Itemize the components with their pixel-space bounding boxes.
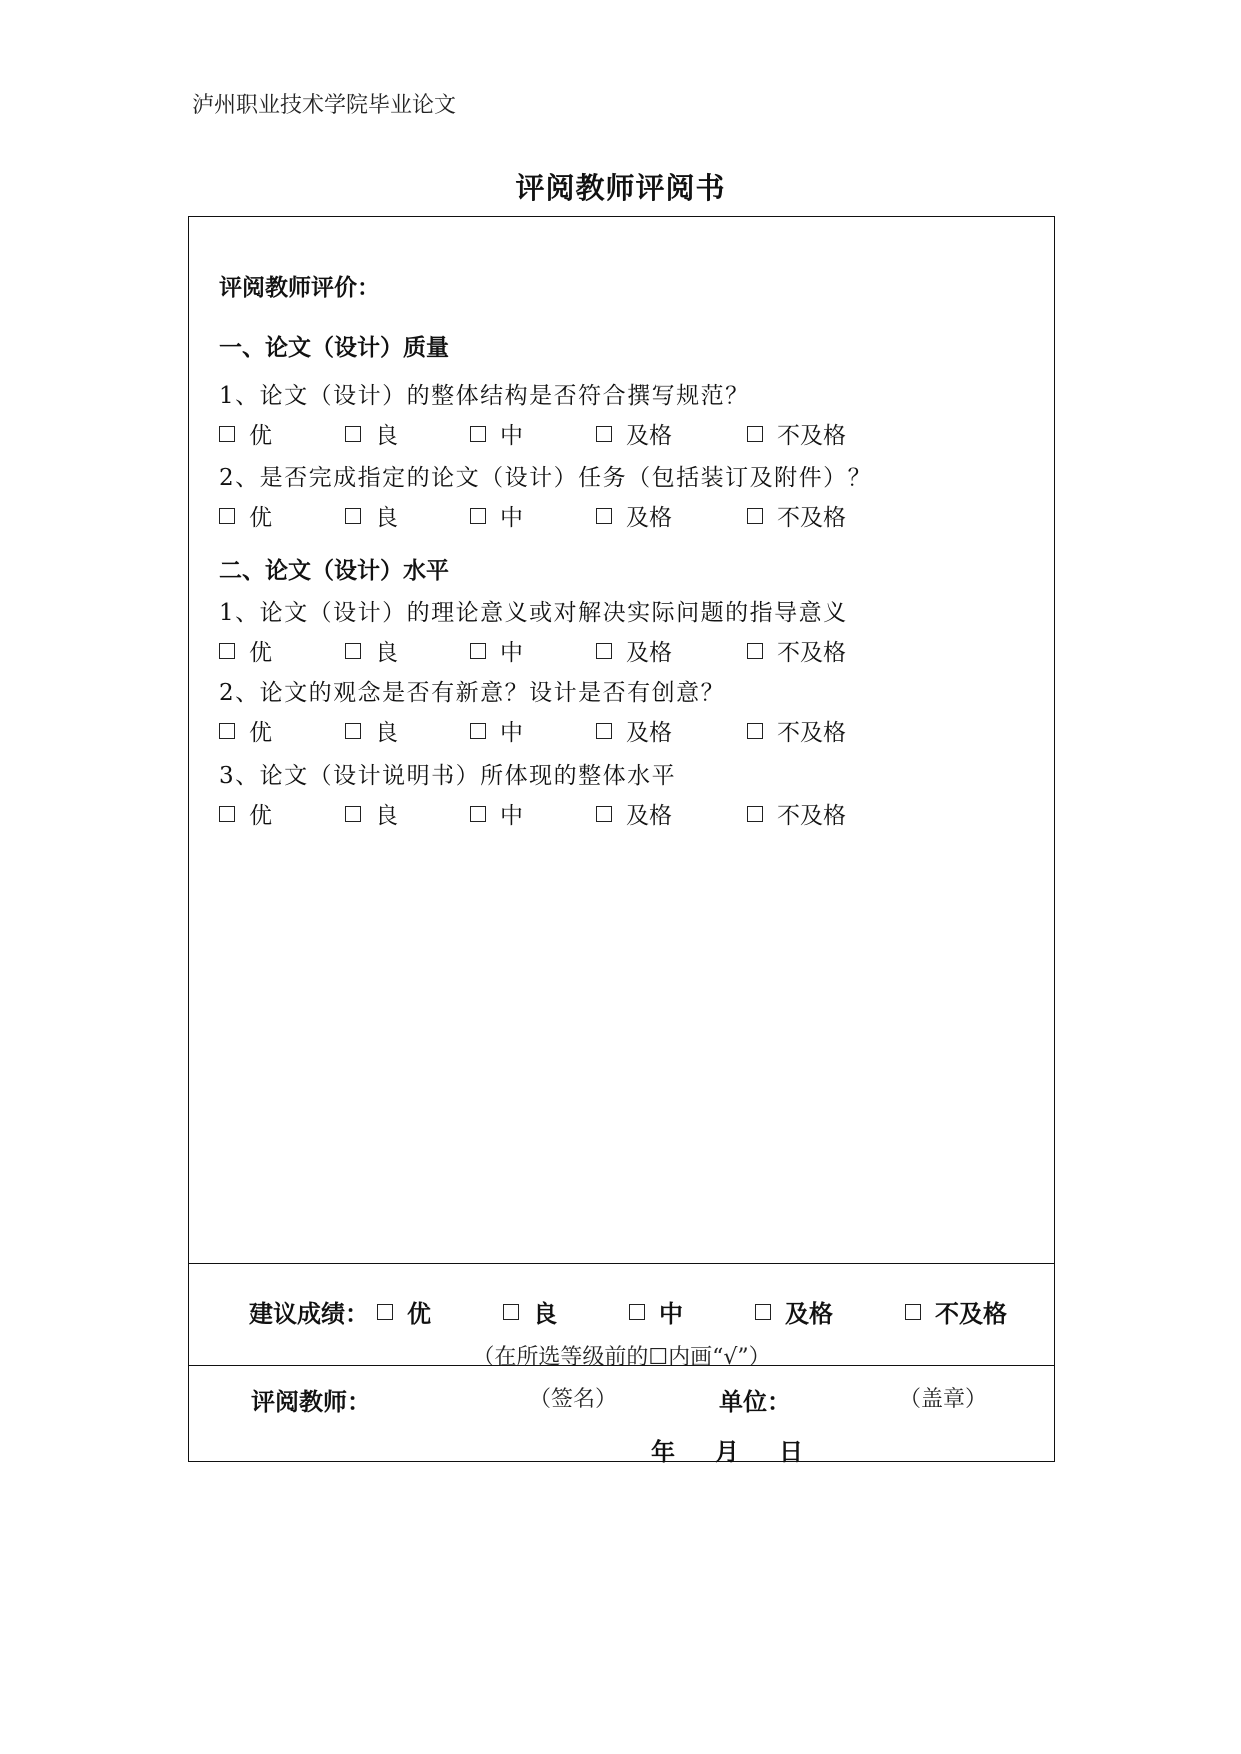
option-2[interactable] bbox=[470, 797, 523, 830]
checkbox-icon[interactable] bbox=[345, 806, 361, 822]
rating-options bbox=[219, 417, 919, 447]
date-month[interactable]: 月 bbox=[715, 1437, 739, 1466]
option-label: 不及格 bbox=[777, 720, 846, 746]
option-label: 良 bbox=[375, 803, 398, 829]
checkbox-icon[interactable] bbox=[470, 723, 486, 739]
option-2[interactable] bbox=[470, 634, 523, 667]
option-3[interactable] bbox=[755, 1294, 833, 1329]
option-label: 良 bbox=[375, 423, 398, 449]
grade-label: 建议成绩： bbox=[249, 1299, 369, 1328]
option-2[interactable] bbox=[470, 499, 523, 532]
rating-options bbox=[219, 797, 919, 827]
option-3[interactable] bbox=[596, 499, 672, 532]
checkbox-icon[interactable] bbox=[596, 643, 612, 659]
option-label: 中 bbox=[500, 505, 523, 531]
review-form bbox=[188, 216, 1055, 1466]
option-label: 优 bbox=[407, 1299, 431, 1328]
option-label: 不及格 bbox=[935, 1299, 1007, 1328]
option-label: 及格 bbox=[626, 640, 672, 666]
option-3[interactable] bbox=[596, 714, 672, 747]
option-label: 及格 bbox=[785, 1299, 833, 1328]
option-2[interactable] bbox=[470, 714, 523, 747]
date-day[interactable]: 日 bbox=[779, 1437, 803, 1466]
question-text: 2、是否完成指定的论文（设计）任务（包括装订及附件）？ bbox=[219, 465, 873, 491]
option-label: 中 bbox=[500, 640, 523, 666]
option-3[interactable] bbox=[596, 417, 672, 450]
checkbox-icon[interactable] bbox=[596, 806, 612, 822]
checkbox-icon[interactable] bbox=[345, 723, 361, 739]
checkbox-icon[interactable] bbox=[755, 1304, 771, 1320]
option-label: 及格 bbox=[626, 505, 672, 531]
option-0[interactable] bbox=[219, 714, 272, 747]
question-text: 1、论文（设计）的理论意义或对解决实际问题的指导意义 bbox=[219, 600, 848, 626]
option-0[interactable] bbox=[219, 417, 272, 450]
option-1[interactable] bbox=[345, 797, 398, 830]
option-label: 优 bbox=[249, 505, 272, 531]
option-1[interactable] bbox=[345, 714, 398, 747]
checkbox-icon[interactable] bbox=[747, 426, 763, 442]
checkbox-icon[interactable] bbox=[629, 1304, 645, 1320]
signature-row bbox=[189, 1365, 1054, 1466]
option-label: 良 bbox=[375, 720, 398, 746]
checkbox-icon[interactable] bbox=[377, 1304, 393, 1320]
checkbox-icon[interactable] bbox=[470, 508, 486, 524]
option-label: 及格 bbox=[626, 423, 672, 449]
checkbox-icon[interactable] bbox=[219, 426, 235, 442]
section-heading: 二、论文（设计）水平 bbox=[219, 557, 449, 584]
option-label: 不及格 bbox=[777, 803, 846, 829]
checkbox-icon[interactable] bbox=[747, 643, 763, 659]
question-text: 3、论文（设计说明书）所体现的整体水平 bbox=[219, 763, 677, 789]
option-0[interactable] bbox=[219, 634, 272, 667]
checkbox-icon[interactable] bbox=[219, 806, 235, 822]
option-label: 良 bbox=[375, 640, 398, 666]
checkbox-icon[interactable] bbox=[345, 643, 361, 659]
checkbox-icon[interactable] bbox=[596, 508, 612, 524]
checkbox-icon[interactable] bbox=[219, 508, 235, 524]
option-1[interactable] bbox=[503, 1294, 557, 1329]
option-4[interactable] bbox=[747, 417, 846, 450]
checkbox-icon[interactable] bbox=[747, 806, 763, 822]
option-1[interactable] bbox=[345, 499, 398, 532]
option-label: 优 bbox=[249, 640, 272, 666]
option-4[interactable] bbox=[747, 499, 846, 532]
option-label: 优 bbox=[249, 720, 272, 746]
checkbox-icon[interactable] bbox=[503, 1304, 519, 1320]
question-text: 2、论文的观念是否有新意？设计是否有创意？ bbox=[219, 680, 726, 706]
option-label: 及格 bbox=[626, 803, 672, 829]
rating-options bbox=[219, 714, 919, 744]
grade-note: （在所选等级前的☐内画“√”） bbox=[472, 1345, 771, 1370]
option-3[interactable] bbox=[596, 797, 672, 830]
checkbox-icon[interactable] bbox=[747, 723, 763, 739]
checkbox-icon[interactable] bbox=[747, 508, 763, 524]
option-label: 良 bbox=[375, 505, 398, 531]
date-year[interactable]: 年 bbox=[651, 1437, 675, 1466]
option-0[interactable] bbox=[219, 797, 272, 830]
option-4[interactable] bbox=[747, 714, 846, 747]
sign-note[interactable]: （签名） bbox=[529, 1387, 618, 1412]
option-4[interactable] bbox=[747, 634, 846, 667]
option-4[interactable] bbox=[905, 1294, 1007, 1329]
checkbox-icon[interactable] bbox=[345, 426, 361, 442]
checkbox-icon[interactable] bbox=[596, 426, 612, 442]
reviewer-label: 评阅教师： bbox=[251, 1387, 371, 1416]
suggested-grade-row bbox=[189, 1263, 1054, 1370]
checkbox-icon[interactable] bbox=[219, 723, 235, 739]
checkbox-icon[interactable] bbox=[905, 1304, 921, 1320]
evaluation-section bbox=[189, 217, 1054, 1263]
option-label: 不及格 bbox=[777, 640, 846, 666]
option-label: 优 bbox=[249, 423, 272, 449]
option-label: 优 bbox=[249, 803, 272, 829]
question-text: 1、论文（设计）的整体结构是否符合撰写规范？ bbox=[219, 383, 750, 409]
option-0[interactable] bbox=[219, 499, 272, 532]
option-2[interactable] bbox=[470, 417, 523, 450]
checkbox-icon[interactable] bbox=[470, 426, 486, 442]
grade-options bbox=[377, 1294, 1037, 1326]
option-label: 良 bbox=[533, 1299, 557, 1328]
option-label: 不及格 bbox=[777, 423, 846, 449]
option-label: 中 bbox=[500, 720, 523, 746]
checkbox-icon[interactable] bbox=[219, 643, 235, 659]
stamp-note[interactable]: （盖章） bbox=[899, 1387, 988, 1412]
option-2[interactable] bbox=[629, 1294, 683, 1329]
option-label: 中 bbox=[500, 423, 523, 449]
option-0[interactable] bbox=[377, 1294, 431, 1329]
option-label: 不及格 bbox=[777, 505, 846, 531]
unit-label: 单位： bbox=[719, 1387, 791, 1416]
option-label: 中 bbox=[659, 1299, 683, 1328]
checkbox-icon[interactable] bbox=[345, 508, 361, 524]
option-label: 及格 bbox=[626, 720, 672, 746]
rating-options bbox=[219, 634, 919, 664]
option-1[interactable] bbox=[345, 634, 398, 667]
section-heading: 一、论文（设计）质量 bbox=[219, 334, 449, 361]
evaluation-label: 评阅教师评价： bbox=[219, 274, 380, 301]
page-title: 评阅教师评阅书 bbox=[515, 171, 726, 205]
option-4[interactable] bbox=[747, 797, 846, 830]
option-label: 中 bbox=[500, 803, 523, 829]
option-1[interactable] bbox=[345, 417, 398, 450]
header-school-thesis: 泸州职业技术学院毕业论文 bbox=[192, 93, 457, 118]
checkbox-icon[interactable] bbox=[470, 643, 486, 659]
option-3[interactable] bbox=[596, 634, 672, 667]
rating-options bbox=[219, 499, 919, 529]
checkbox-icon[interactable] bbox=[596, 723, 612, 739]
checkbox-icon[interactable] bbox=[470, 806, 486, 822]
